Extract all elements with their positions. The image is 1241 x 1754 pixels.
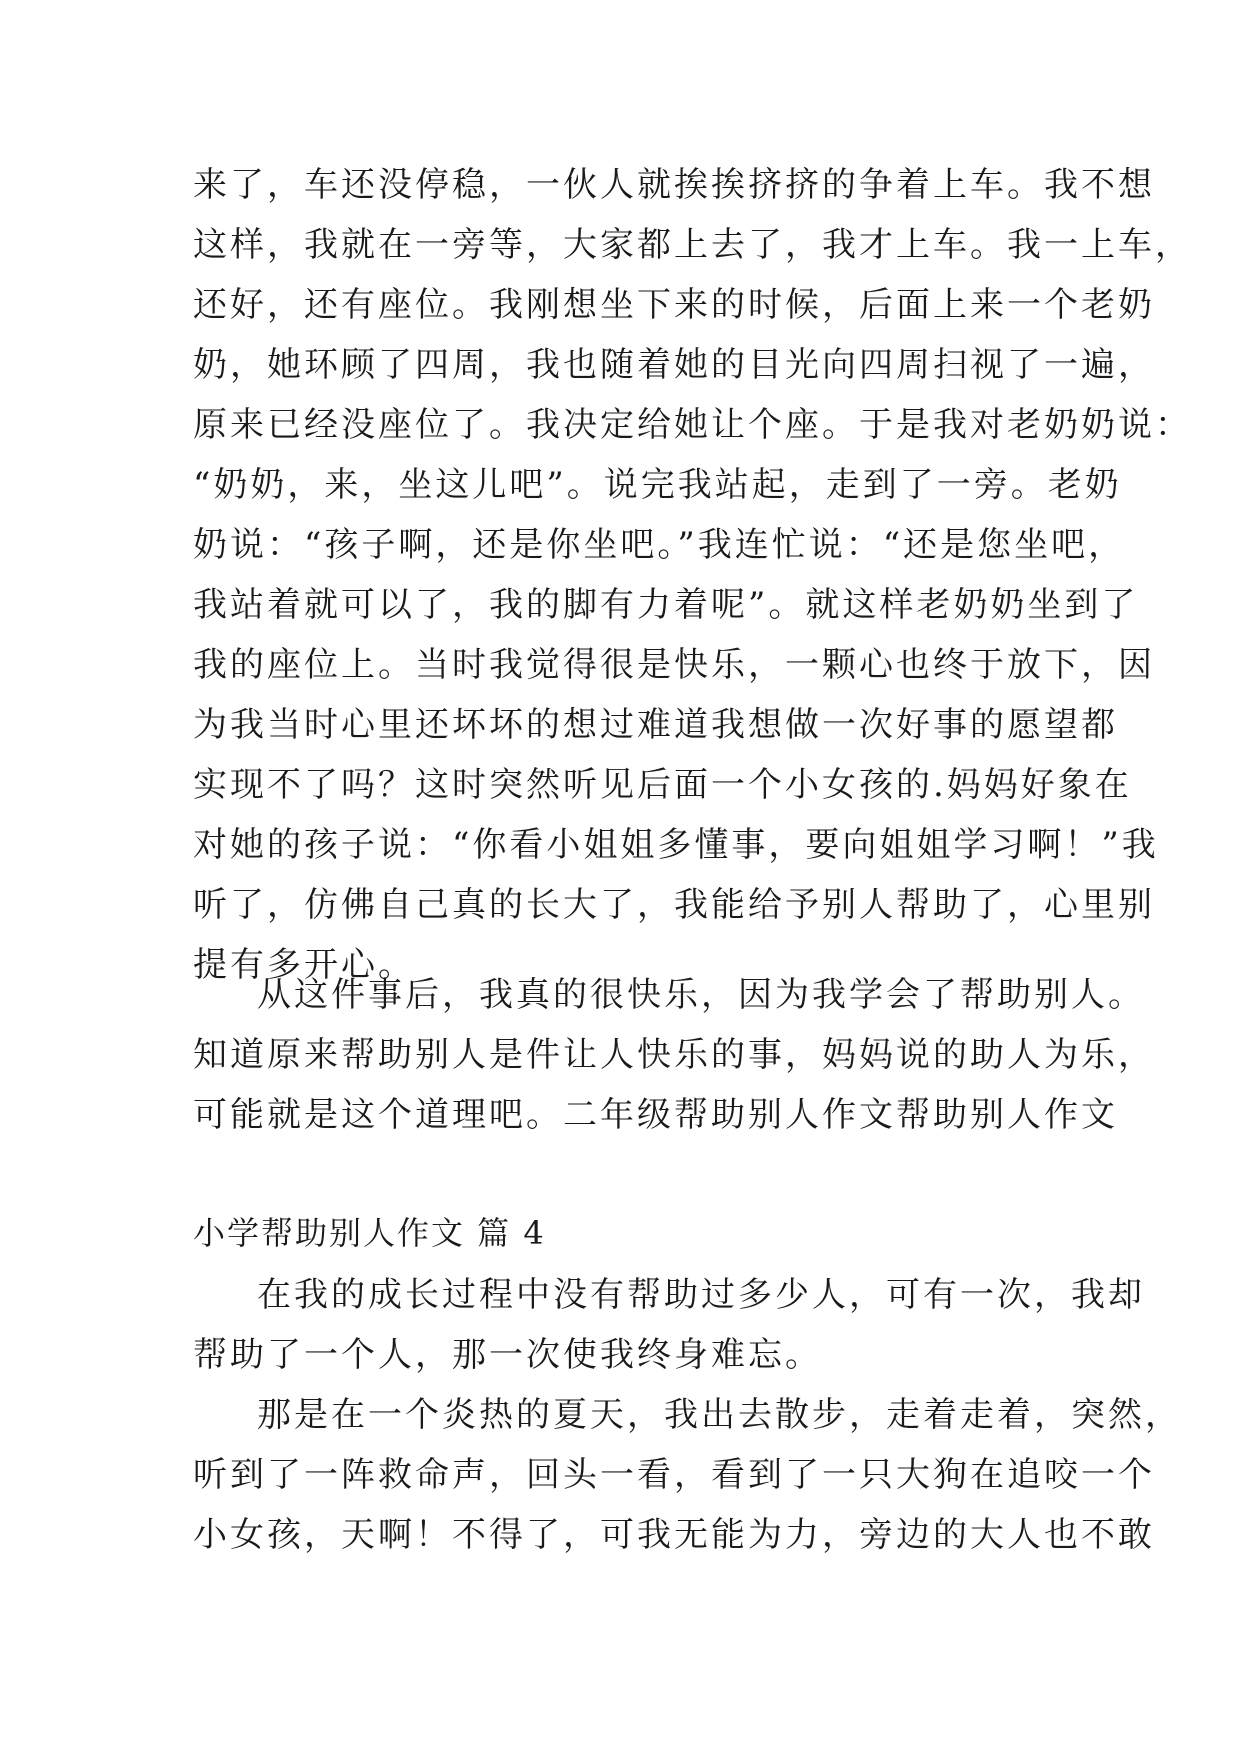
text-line: 那是在一个炎热的夏天，我出去散步，走着走着，突然， <box>257 1395 1182 1435</box>
text-line: 听到了一阵救命声，回头一看，看到了一只大狗在追咬一个 <box>193 1455 1155 1495</box>
text-line: 为我当时心里还坏坏的想过难道我想做一次好事的愿望都 <box>193 705 1118 745</box>
text-line: 从这件事后，我真的很快乐，因为我学会了帮助别人。 <box>257 975 1145 1015</box>
text-line: 帮助了一个人，那一次使我终身难忘。 <box>193 1335 822 1375</box>
text-line: 奶，她环顾了四周，我也随着她的目光向四周扫视了一遍， <box>193 345 1155 385</box>
text-line: 还好，还有座位。我刚想坐下来的时候，后面上来一个老奶 <box>193 285 1155 325</box>
paragraph-2 <box>193 965 1155 1145</box>
text-line: 来了，车还没停稳，一伙人就挨挨挤挤的争着上车。我不想 <box>193 165 1155 205</box>
text-line: 这样，我就在一旁等，大家都上去了，我才上车。我一上车， <box>193 225 1192 265</box>
text-line: 知道原来帮助别人是件让人快乐的事，妈妈说的助人为乐， <box>193 1035 1155 1075</box>
text-line: 实现不了吗？这时突然听见后面一个小女孩的.妈妈好象在 <box>193 765 1132 805</box>
paragraph-3 <box>193 1265 1145 1385</box>
text-line: 奶说：“孩子啊，还是你坐吧。”我连忙说：“还是您坐吧， <box>193 525 1126 565</box>
text-line: 原来已经没座位了。我决定给她让个座。于是我对老奶奶说： <box>193 405 1192 445</box>
text-line: 可能就是这个道理吧。二年级帮助别人作文帮助别人作文 <box>193 1095 1118 1135</box>
text-line: 我的座位上。当时我觉得很是快乐，一颗心也终于放下，因 <box>193 645 1155 685</box>
text-line: 小女孩，天啊！不得了，可我无能为力，旁边的大人也不敢 <box>193 1515 1155 1555</box>
section-heading: 小学帮助别人作文 篇 4 <box>193 1214 546 1252</box>
text-line: 提有多开心。 <box>193 945 415 985</box>
text-line: 我站着就可以了，我的脚有力着呢”。就这样老奶奶坐到了 <box>193 585 1139 625</box>
text-line: 听了，仿佛自己真的长大了，我能给予别人帮助了，心里别 <box>193 885 1155 925</box>
text-line: 在我的成长过程中没有帮助过多少人，可有一次，我却 <box>257 1275 1145 1315</box>
text-line: “奶奶，来，坐这儿吧”。说完我站起，走到了一旁。老奶 <box>193 465 1122 505</box>
text-line: 对她的孩子说：“你看小姐姐多懂事，要向姐姐学习啊！”我 <box>193 825 1159 865</box>
paragraph-4 <box>193 1385 1182 1565</box>
